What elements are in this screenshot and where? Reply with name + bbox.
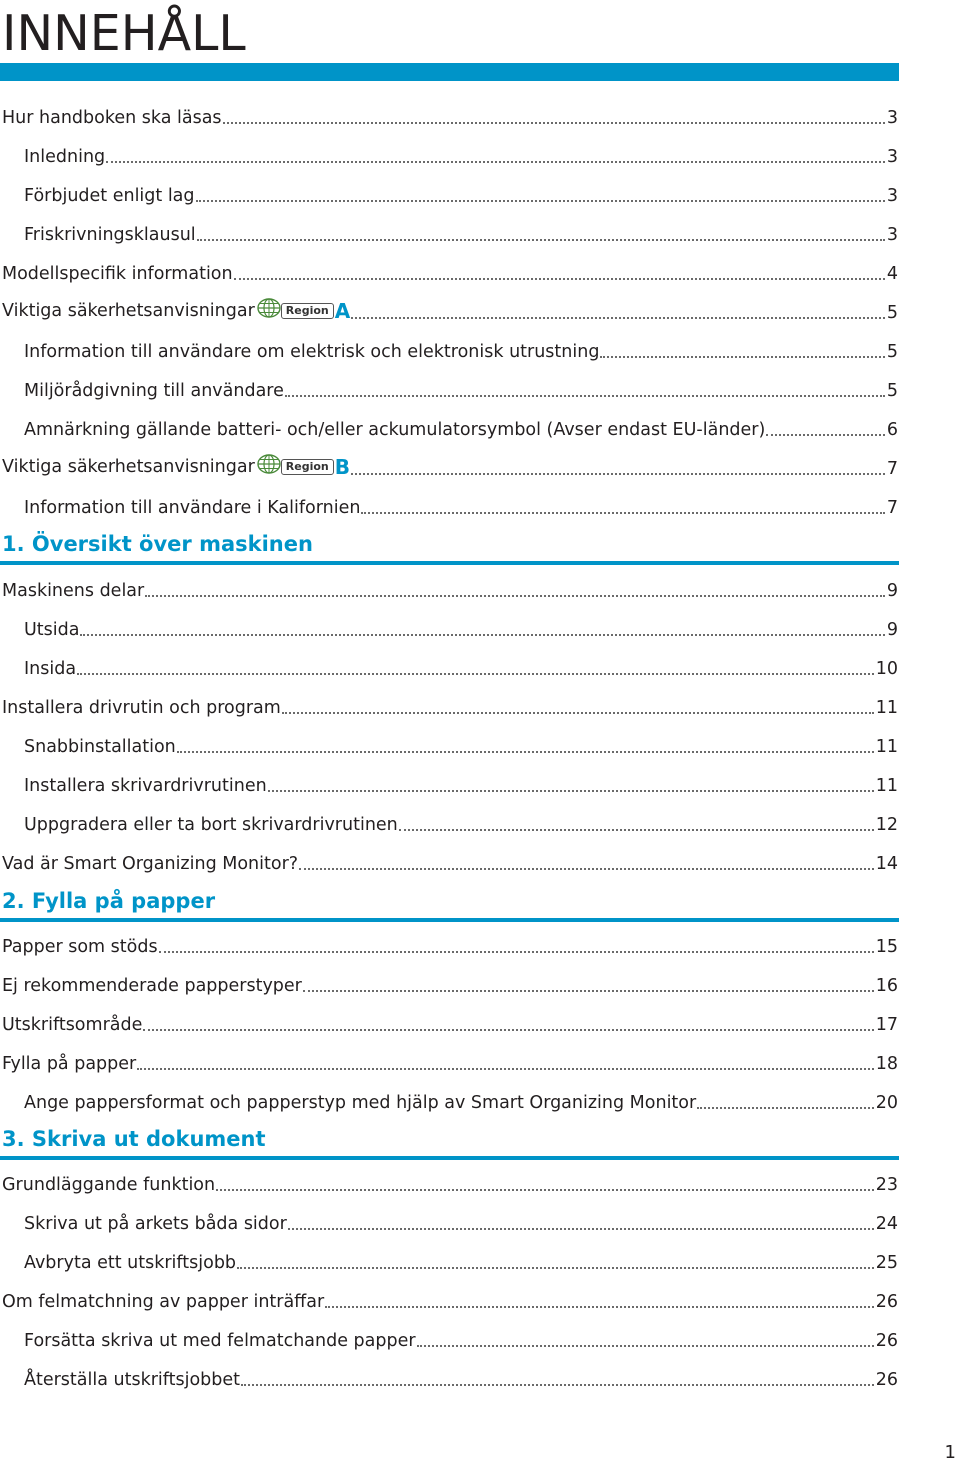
toc-page-number: 11 <box>875 776 898 796</box>
dot-leader <box>143 1028 873 1031</box>
toc-entry[interactable] <box>2 298 898 324</box>
toc-entry[interactable] <box>2 576 898 602</box>
dot-leader <box>697 1106 874 1109</box>
dot-leader <box>288 1227 874 1230</box>
dot-leader <box>197 238 885 241</box>
toc-entry-text: Uppgradera eller ta bort skrivardrivrutinen <box>24 815 398 835</box>
region-badge <box>257 298 350 324</box>
toc-entry[interactable] <box>24 732 898 758</box>
toc-entry-text: Utskriftsområde <box>2 1015 143 1035</box>
toc-entry-text: Grundläggande funktion <box>2 1175 216 1195</box>
toc-page-number: 18 <box>875 1054 898 1074</box>
toc-page-number: 15 <box>875 937 898 957</box>
dot-leader <box>303 989 874 992</box>
chapter-rule <box>0 1156 899 1160</box>
dot-leader <box>177 750 874 753</box>
toc-entry[interactable] <box>24 1365 898 1391</box>
toc-entry-text: Papper som stöds <box>2 937 158 957</box>
toc-entry-text: Snabbinstallation <box>24 737 176 757</box>
toc-entry[interactable] <box>2 693 898 719</box>
region-letter: B <box>334 455 350 479</box>
dot-leader <box>80 633 884 636</box>
toc-entry[interactable] <box>2 971 898 997</box>
toc-entry-text: Installera drivrutin och program <box>2 698 281 718</box>
dot-leader <box>145 594 885 597</box>
dot-leader <box>399 828 874 831</box>
dot-leader <box>417 1344 874 1347</box>
chapter-heading: 1. Översikt över maskinen <box>2 532 313 556</box>
toc-page-number: 24 <box>875 1214 898 1234</box>
dot-leader <box>216 1188 874 1191</box>
page-title: INNEHÅLL <box>2 5 246 62</box>
dot-leader <box>285 394 885 397</box>
dot-leader <box>234 277 885 280</box>
toc-entry-text: Insida <box>24 659 77 679</box>
toc-entry[interactable] <box>24 771 898 797</box>
chapter-heading: 2. Fylla på papper <box>2 889 216 913</box>
dot-leader <box>268 789 874 792</box>
dot-leader <box>299 867 874 870</box>
chapter-rule <box>0 561 899 565</box>
dot-leader <box>325 1305 874 1308</box>
toc-entry[interactable] <box>2 1010 898 1036</box>
toc-page-number: 3 <box>886 147 898 167</box>
toc-entry-text: Modellspecifik information <box>2 264 233 284</box>
toc-entry[interactable] <box>24 810 898 836</box>
dot-leader <box>159 950 874 953</box>
toc-page-number: 20 <box>875 1093 898 1113</box>
toc-page-number: 11 <box>875 737 898 757</box>
toc-page-number: 26 <box>875 1292 898 1312</box>
region-label: Region <box>281 459 334 475</box>
toc-page-number: 17 <box>875 1015 898 1035</box>
toc-page-number: 6 <box>886 420 898 440</box>
toc-page-number: 9 <box>886 620 898 640</box>
toc-page-number: 3 <box>886 186 898 206</box>
globe-icon <box>257 298 283 324</box>
dot-leader <box>766 433 885 436</box>
toc-entry-text: Hur handboken ska läsas <box>2 108 222 128</box>
toc-entry-text: Återställa utskriftsjobbet <box>24 1370 241 1390</box>
toc-entry[interactable] <box>24 615 898 641</box>
toc-entry-text: Fylla på papper <box>2 1054 137 1074</box>
toc-entry[interactable] <box>2 103 898 129</box>
toc-entry[interactable] <box>24 181 898 207</box>
dot-leader <box>77 672 874 675</box>
toc-entry-text: Ej rekommenderade papperstyper <box>2 976 302 996</box>
dot-leader <box>196 199 885 202</box>
toc-page-number: 5 <box>886 303 898 323</box>
dot-leader <box>282 711 874 714</box>
toc-page-number: 26 <box>875 1370 898 1390</box>
toc-entry[interactable] <box>2 454 898 480</box>
toc-page-number: 26 <box>875 1331 898 1351</box>
toc-entry[interactable] <box>2 849 898 875</box>
toc-page-number: 9 <box>886 581 898 601</box>
dot-leader <box>137 1067 873 1070</box>
chapter-rule <box>0 918 899 922</box>
toc-entry[interactable] <box>2 259 898 285</box>
toc-entry[interactable] <box>24 654 898 680</box>
toc-entry-text: Skriva ut på arkets båda sidor <box>24 1214 287 1234</box>
toc-entry-text: Ange pappersformat och papperstyp med hjälp av Smart Organizing Monitor <box>24 1093 697 1113</box>
toc-entry[interactable] <box>24 1326 898 1352</box>
toc-entry-text: Information till användare om elektrisk och elektronisk utrustning <box>24 342 600 362</box>
dot-leader <box>106 160 885 163</box>
dot-leader <box>600 355 884 358</box>
toc-entry-text: Inledning <box>24 147 106 167</box>
dot-leader <box>351 316 885 319</box>
toc-entry[interactable] <box>2 1287 898 1313</box>
toc-entry-text: Information till användare i Kalifornien <box>24 498 361 518</box>
toc-page-number: 4 <box>886 264 898 284</box>
toc-entry[interactable] <box>24 376 898 402</box>
toc-entry[interactable] <box>2 1049 898 1075</box>
toc-entry-text: Viktiga säkerhetsanvisningar <box>2 457 255 477</box>
toc-entry-text: Förbjudet enligt lag <box>24 186 195 206</box>
toc-entry[interactable] <box>24 1088 898 1114</box>
toc-entry-text: Maskinens delar <box>2 581 145 601</box>
toc-page-number: 12 <box>875 815 898 835</box>
title-underline-bar <box>0 63 899 81</box>
dot-leader <box>241 1383 874 1386</box>
toc-entry[interactable] <box>24 142 898 168</box>
toc-entry-text: Om felmatchning av papper inträffar <box>2 1292 325 1312</box>
toc-page-number: 14 <box>875 854 898 874</box>
toc-entry-text: Miljörådgivning till användare <box>24 381 284 401</box>
toc-page-number: 5 <box>886 342 898 362</box>
toc-page-number: 10 <box>875 659 898 679</box>
dot-leader <box>361 511 884 514</box>
toc-page-number: 16 <box>875 976 898 996</box>
toc-entry-text: Avbryta ett utskriftsjobb <box>24 1253 237 1273</box>
toc-entry-text: Forsätta skriva ut med felmatchande papper <box>24 1331 416 1351</box>
toc-entry-text: Friskrivningsklausul <box>24 225 196 245</box>
toc-page-number: 7 <box>886 459 898 479</box>
toc-entry-text: Viktiga säkerhetsanvisningar <box>2 301 255 321</box>
toc-entry[interactable] <box>24 415 898 441</box>
toc-page-number: 5 <box>886 381 898 401</box>
toc-page-number: 25 <box>875 1253 898 1273</box>
page-number: 1 <box>944 1442 956 1463</box>
toc-page-number: 3 <box>886 108 898 128</box>
toc-entry[interactable] <box>24 1248 898 1274</box>
toc-page-number: 7 <box>886 498 898 518</box>
globe-icon <box>257 454 283 480</box>
dot-leader <box>237 1266 874 1269</box>
toc-entry[interactable] <box>24 220 898 246</box>
toc-page-number: 3 <box>886 225 898 245</box>
toc-entry[interactable] <box>24 493 898 519</box>
dot-leader <box>223 121 885 124</box>
toc-entry[interactable] <box>2 1170 898 1196</box>
region-label: Region <box>281 303 334 319</box>
toc-entry-text: Installera skrivardrivrutinen <box>24 776 267 796</box>
chapter-heading: 3. Skriva ut dokument <box>2 1127 266 1151</box>
toc-entry-text: Utsida <box>24 620 80 640</box>
toc-entry-text: Vad är Smart Organizing Monitor? <box>2 854 299 874</box>
toc-entry[interactable] <box>2 932 898 958</box>
toc-page-number: 11 <box>875 698 898 718</box>
toc-entry[interactable] <box>24 1209 898 1235</box>
toc-page-number: 23 <box>875 1175 898 1195</box>
region-badge <box>257 454 350 480</box>
region-letter: A <box>334 299 351 323</box>
toc-entry-text: Amnärkning gällande batteri- och/eller ackumulatorsymbol (Avser endast EU-länder) <box>24 420 766 440</box>
dot-leader <box>351 472 885 475</box>
toc-entry[interactable] <box>24 337 898 363</box>
